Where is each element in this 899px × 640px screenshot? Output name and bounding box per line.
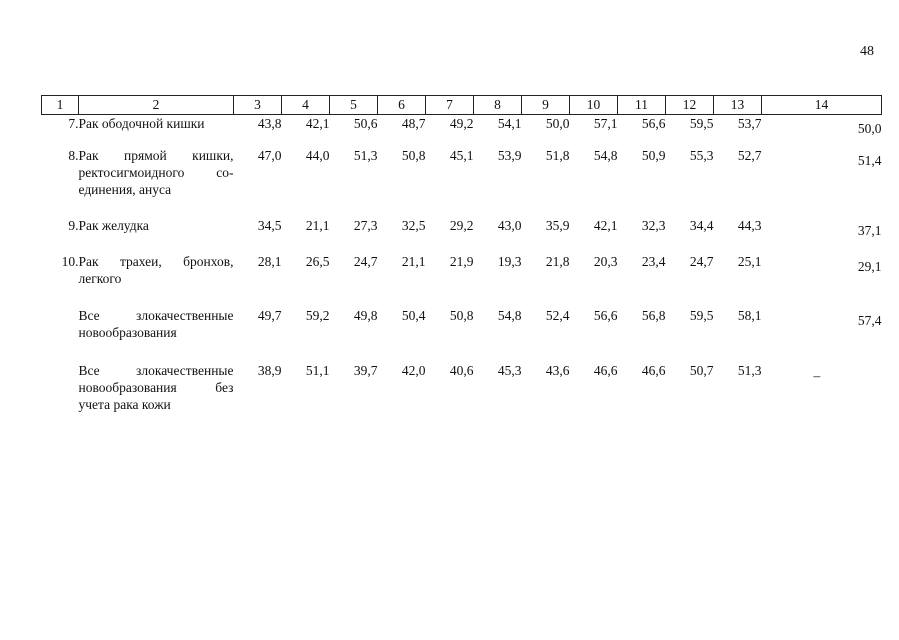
value-cell-col-7: 29,2	[449, 217, 474, 233]
value-cell-col-12: 24,7	[689, 253, 714, 269]
header-col-11: 11	[618, 96, 666, 115]
row-label	[79, 217, 234, 253]
header-col-10: 10	[570, 96, 618, 115]
value-cell-col-6: 50,8	[401, 147, 426, 163]
value-cell-col-12: 59,5	[689, 307, 714, 323]
value-cell-col-8: 43,0	[497, 217, 522, 233]
header-row	[42, 96, 882, 115]
value-cell-col-5: 39,7	[353, 362, 378, 378]
value-cell-col-11: 46,6	[641, 362, 666, 378]
value-cell-col-14	[762, 115, 882, 147]
table-body	[42, 115, 882, 414]
header-col-9: 9	[522, 96, 570, 115]
value-cell-col-4: 51,1	[305, 362, 330, 378]
value-cell-col-6: 42,0	[401, 362, 426, 378]
value-cell-col-11: 56,8	[641, 307, 666, 323]
value-cell-col-11: 23,4	[641, 253, 666, 269]
value-cell-col-4: 42,1	[305, 116, 330, 131]
value-cell-col-7: 45,1	[449, 147, 474, 163]
value-cell-col-11: 50,9	[641, 147, 666, 163]
row-label	[79, 115, 234, 147]
value-cell-col-9: 21,8	[545, 253, 570, 269]
table-row	[42, 147, 882, 217]
value-cell-col-7: 21,9	[449, 253, 474, 269]
header-col-5: 5	[330, 96, 378, 115]
value-cell-col-6: 32,5	[401, 217, 426, 233]
table-row	[42, 362, 882, 414]
value-cell-col-3: 38,9	[257, 362, 282, 378]
header-col-1: 1	[42, 96, 79, 115]
value-cell-col-4: 44,0	[305, 147, 330, 163]
header-col-3: 3	[234, 96, 282, 115]
value-cell-col-8: 53,9	[497, 147, 522, 163]
value-cell-col-14	[762, 362, 882, 414]
value-cell-col-5: 49,8	[353, 307, 378, 323]
value-cell-col-12: 50,7	[689, 362, 714, 378]
row-label	[79, 307, 234, 362]
row-label-line: Рак желудка	[78, 217, 149, 233]
row-label-line: ректосигмоидного со-	[78, 164, 234, 180]
header-col-8: 8	[474, 96, 522, 115]
value-cell-col-10: 57,1	[593, 116, 618, 131]
value-cell-col-5: 51,3	[353, 147, 378, 163]
value-cell-col-4: 59,2	[305, 307, 330, 323]
value-cell-col-3: 28,1	[257, 253, 282, 269]
col14-value: 37,1	[857, 222, 882, 238]
table-row	[42, 253, 882, 307]
value-cell-col-4: 21,1	[305, 217, 330, 233]
value-cell-col-13: 25,1	[737, 253, 762, 269]
value-cell-col-14	[762, 307, 882, 362]
value-cell-col-13: 53,7	[737, 116, 762, 131]
header-col-7: 7	[426, 96, 474, 115]
value-cell-col-9: 43,6	[545, 362, 570, 378]
value-cell-col-10: 46,6	[593, 362, 618, 378]
row-number: 10.	[61, 253, 79, 269]
value-cell-col-9: 51,8	[545, 147, 570, 163]
value-cell-col-10: 54,8	[593, 147, 618, 163]
header-col-14: 14	[762, 96, 882, 115]
header-col-12: 12	[666, 96, 714, 115]
value-cell-col-12: 55,3	[689, 147, 714, 163]
table-row	[42, 217, 882, 253]
header-col-4: 4	[282, 96, 330, 115]
col14-value: 50,0	[857, 121, 882, 136]
value-cell-col-11: 32,3	[641, 217, 666, 233]
value-cell-col-9: 35,9	[545, 217, 570, 233]
value-cell-col-13: 52,7	[737, 147, 762, 163]
row-label-line: легкого	[78, 270, 122, 286]
value-cell-col-9: 50,0	[545, 116, 570, 131]
value-cell-col-6: 50,4	[401, 307, 426, 323]
row-label-line: единения, ануса	[78, 181, 172, 197]
value-cell-col-8: 54,8	[497, 307, 522, 323]
value-cell-col-13: 58,1	[737, 307, 762, 323]
value-cell-col-3: 34,5	[257, 217, 282, 233]
value-cell-col-5: 24,7	[353, 253, 378, 269]
page-number: 48	[860, 44, 874, 59]
row-label	[79, 253, 234, 307]
header-col-6: 6	[378, 96, 426, 115]
value-cell-col-7: 49,2	[449, 116, 474, 131]
col14-value: 29,1	[857, 258, 882, 274]
table-row	[42, 115, 882, 147]
row-label-line: Рак ободочной кишки	[78, 116, 205, 131]
row-label-line: Рак прямой кишки,	[78, 147, 234, 163]
col14-value: –	[813, 367, 821, 383]
value-cell-col-14	[762, 253, 882, 307]
row-number: 8.	[68, 147, 79, 163]
value-cell-col-13: 51,3	[737, 362, 762, 378]
value-cell-col-8: 54,1	[497, 116, 522, 131]
row-label-line: Рак трахеи, бронхов,	[78, 253, 234, 269]
value-cell-col-7: 50,8	[449, 307, 474, 323]
col14-value: 57,4	[857, 312, 882, 328]
row-label-line: учета рака кожи	[78, 396, 171, 412]
value-cell-col-9: 52,4	[545, 307, 570, 323]
value-cell-col-6: 21,1	[401, 253, 426, 269]
value-cell-col-5: 27,3	[353, 217, 378, 233]
header-col-2: 2	[79, 96, 234, 115]
row-label	[79, 362, 234, 414]
value-cell-col-7: 40,6	[449, 362, 474, 378]
row-number: 9.	[68, 217, 79, 233]
value-cell-col-3: 47,0	[257, 147, 282, 163]
value-cell-col-10: 20,3	[593, 253, 618, 269]
value-cell-col-14	[762, 147, 882, 217]
row-label-line: Все злокачественные	[78, 307, 234, 323]
value-cell-col-10: 56,6	[593, 307, 618, 323]
row-number	[42, 362, 79, 414]
value-cell-col-5: 50,6	[353, 116, 378, 131]
col14-value: 51,4	[857, 152, 882, 168]
value-cell-col-3: 43,8	[257, 116, 282, 131]
value-cell-col-10: 42,1	[593, 217, 618, 233]
row-number: 7.	[68, 116, 79, 131]
value-cell-col-14	[762, 217, 882, 253]
value-cell-col-11: 56,6	[641, 116, 666, 131]
value-cell-col-8: 19,3	[497, 253, 522, 269]
value-cell-col-6: 48,7	[401, 116, 426, 131]
row-number	[42, 307, 79, 362]
value-cell-col-8: 45,3	[497, 362, 522, 378]
value-cell-col-4: 26,5	[305, 253, 330, 269]
value-cell-col-13: 44,3	[737, 217, 762, 233]
row-label	[79, 147, 234, 217]
row-label-line: новообразования без	[78, 379, 234, 395]
table-row	[42, 307, 882, 362]
header-col-13: 13	[714, 96, 762, 115]
value-cell-col-3: 49,7	[257, 307, 282, 323]
row-label-line: новообразования	[78, 324, 177, 340]
value-cell-col-12: 34,4	[689, 217, 714, 233]
value-cell-col-12: 59,5	[689, 116, 714, 131]
statistics-table	[41, 95, 882, 414]
row-label-line: Все злокачественные	[78, 362, 234, 378]
